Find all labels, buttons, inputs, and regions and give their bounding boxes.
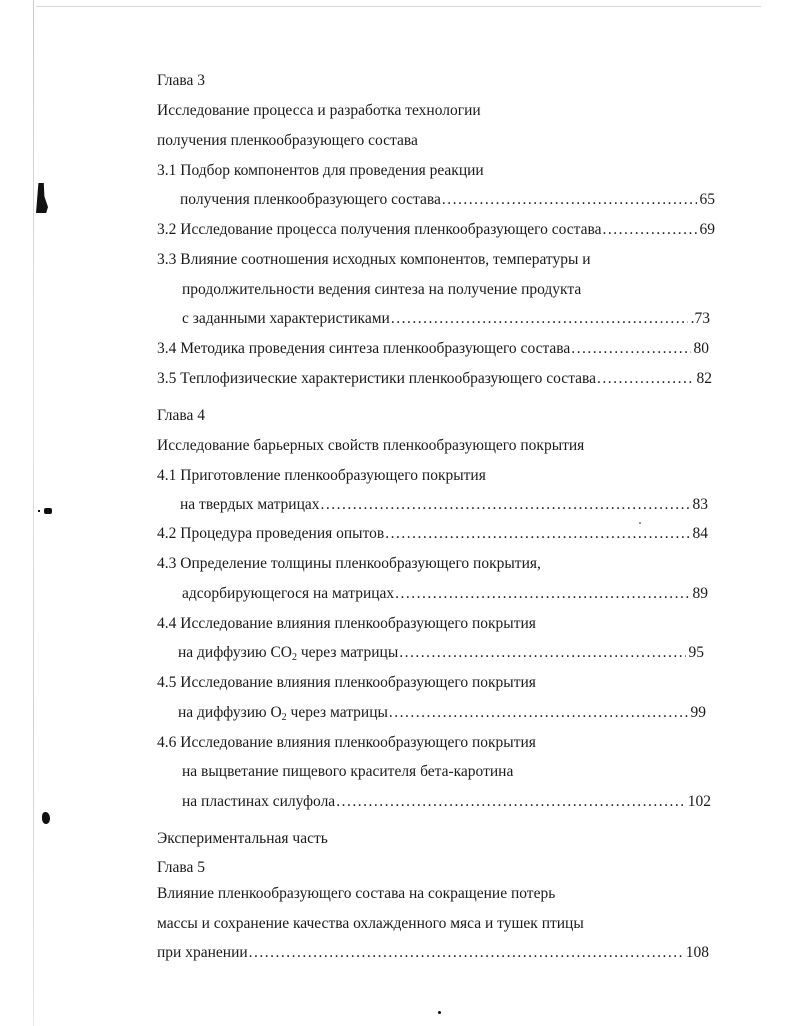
toc-leader-dots <box>571 339 690 359</box>
toc-page-number: 99 <box>690 704 706 721</box>
toc-entry-4-3-line1: 4.3 Определение толщины пленкообразующего покрытия, <box>157 555 541 572</box>
scan-left-edge <box>33 0 34 1026</box>
chapter3-title-line1: Исследование процесса и разработка технологии <box>157 102 481 119</box>
toc-entry-4-3[interactable] <box>182 584 708 604</box>
toc-entry-3-3-line2: продолжительности ведения синтеза на получение продукта <box>182 281 582 298</box>
chapter4-heading: Глава 4 <box>157 407 206 424</box>
toc-leader-dots <box>597 369 693 389</box>
toc-entry-text: получения пленкообразующего состава <box>180 191 441 208</box>
scan-top-edge <box>36 6 761 7</box>
toc-page-number: 69 <box>699 221 715 238</box>
toc-text-part: через матрицы <box>286 704 388 721</box>
toc-entry-4-2[interactable] <box>157 524 708 544</box>
toc-entry-text: с заданными характеристиками <box>182 310 390 327</box>
toc-entry-3-1[interactable] <box>180 190 715 210</box>
toc-entry-3-3-line1: 3.3 Влияние соотношения исходных компонентов, температуры и <box>157 251 591 268</box>
toc-entry-text: адсорбирующегося на матрицах <box>182 585 395 602</box>
toc-entry-text <box>178 643 398 663</box>
toc-entry-text: 3.4 Методика проведения синтеза пленкообразующего состава <box>157 340 571 357</box>
subscript: 2 <box>292 652 297 663</box>
toc-page-number: 108 <box>685 944 709 961</box>
toc-entry-4-5[interactable] <box>178 703 706 723</box>
toc-leader-dots <box>391 309 688 329</box>
toc-leader-dots <box>249 943 683 963</box>
subscript: 2 <box>281 712 287 723</box>
scan-artifact-mark <box>36 183 48 213</box>
toc-leader-dots <box>442 190 697 210</box>
toc-page-number: 65 <box>699 191 715 208</box>
toc-text-part: на диффузию О <box>178 704 282 721</box>
toc-page-number: 95 <box>688 644 704 661</box>
toc-entry-4-4-line1: 4.4 Исследование влияния пленкообразующего покрытия <box>157 615 536 632</box>
toc-entry-text: на пластинах силуфола <box>182 793 336 810</box>
toc-page-number: 80 <box>693 340 709 357</box>
toc-leader-dots <box>336 792 685 812</box>
toc-entry-3-3[interactable] <box>182 309 710 329</box>
toc-entry-chapter5[interactable] <box>157 943 709 963</box>
chapter5-title-line2: массы и сохранение качества охлажденного мяса и тушек птицы <box>157 915 584 932</box>
toc-entry-3-2[interactable] <box>157 220 715 240</box>
toc-page-number: 84 <box>692 525 708 542</box>
toc-page-number: 89 <box>692 585 708 602</box>
toc-entry-3-1-line1: 3.1 Подбор компонентов для проведения реакции <box>157 162 484 179</box>
scan-artifact-mark <box>44 508 52 514</box>
toc-entry-4-6-line2: на выцветание пищевого красителя бета-каротина <box>182 763 514 780</box>
chapter5-title-line1: Влияние пленкообразующего состава на сокращение потерь <box>157 885 556 902</box>
toc-entry-4-6[interactable] <box>182 792 711 812</box>
experimental-heading: Экспериментальная часть <box>157 830 328 847</box>
toc-entry-text: 3.2 Исследование процесса получения пленкообразующего состава <box>157 221 602 238</box>
toc-page-number: 102 <box>687 793 711 810</box>
toc-page-number: .73 <box>690 310 710 327</box>
toc-leader-dots <box>321 495 690 515</box>
toc-text-part: на диффузию СО <box>178 644 292 661</box>
toc-entry-4-1-line1: 4.1 Приготовление пленкообразующего покрытия <box>157 467 486 484</box>
toc-entry-4-4[interactable] <box>178 643 704 663</box>
toc-page-number: 83 <box>692 496 708 513</box>
toc-entry-4-6-line1: 4.6 Исследование влияния пленкообразующего покрытия <box>157 734 536 751</box>
chapter3-heading: Глава 3 <box>157 72 206 89</box>
toc-entry-3-5[interactable] <box>157 369 712 389</box>
scan-artifact-mark <box>42 812 50 824</box>
chapter4-title: Исследование барьерных свойств пленкообразующего покрытия <box>157 437 585 454</box>
toc-leader-dots <box>389 703 688 723</box>
toc-text-part: через матрицы <box>297 644 399 661</box>
toc-leader-dots <box>395 584 689 604</box>
toc-entry-4-1[interactable] <box>180 495 708 515</box>
toc-entry-4-5-line1: 4.5 Исследование влияния пленкообразующего покрытия <box>157 674 536 691</box>
chapter5-heading: Глава 5 <box>157 859 206 876</box>
toc-entry-text: на твердых матрицах <box>180 496 320 513</box>
toc-entry-3-4[interactable] <box>157 339 709 359</box>
toc-entry-text: 3.5 Теплофизические характеристики пленкообразующего состава <box>157 370 597 387</box>
toc-entry-text: при хранении <box>157 944 248 961</box>
scan-artifact-mark <box>38 510 40 512</box>
toc-leader-dots <box>399 643 685 663</box>
chapter3-title-line2: получения пленкообразующего состава <box>157 132 418 149</box>
scan-artifact-dot <box>438 1011 441 1014</box>
toc-leader-dots <box>385 524 689 544</box>
toc-leader-dots <box>602 220 696 240</box>
toc-entry-text <box>178 703 388 723</box>
toc-entry-text: 4.2 Процедура проведения опытов <box>157 525 385 542</box>
toc-page-number: 82 <box>696 370 712 387</box>
